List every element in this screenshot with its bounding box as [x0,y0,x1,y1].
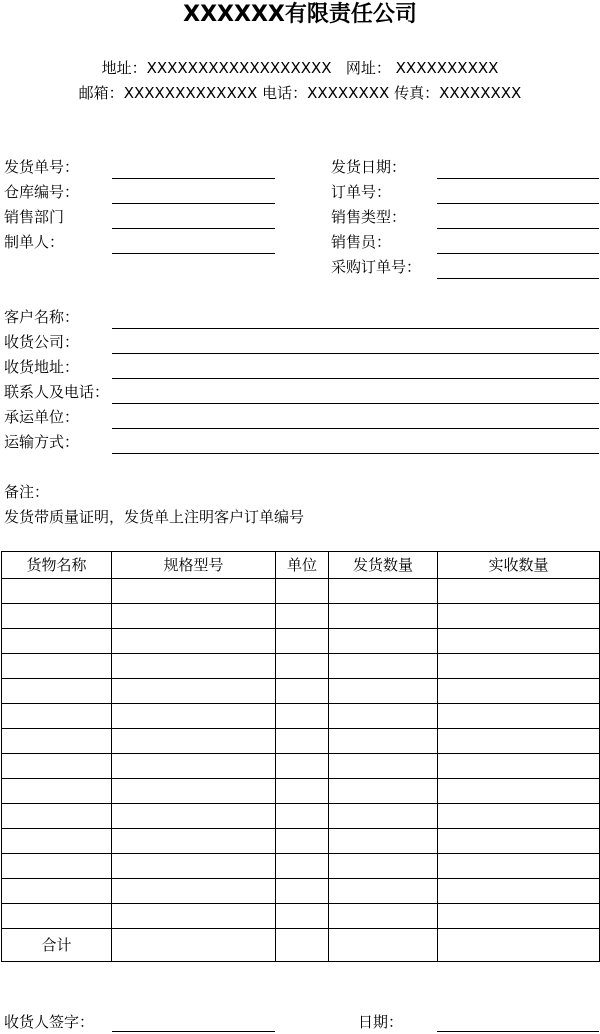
table-cell[interactable] [112,804,276,829]
sales-type-field[interactable] [437,228,599,229]
receiving-company-label: 收货公司： [4,333,80,351]
carrier-field[interactable] [112,428,599,429]
table-cell[interactable] [2,579,112,604]
table-cell[interactable] [2,879,112,904]
table-cell[interactable] [276,879,329,904]
ship-no-field[interactable] [112,178,275,179]
table-cell[interactable] [2,904,112,929]
ship-date-label: 发货日期： [331,158,407,176]
total-cell[interactable] [438,929,600,962]
table-cell[interactable] [438,629,600,654]
receiver-sign-label: 收货人签字： [4,1013,95,1031]
receiving-address-label: 收货地址： [4,358,80,376]
remarks-text: 发货带质量证明，发货单上注明客户订单编号 [4,508,305,526]
website-label: 网址： [345,59,391,77]
table-cell[interactable] [276,804,329,829]
goods-table [1,551,600,962]
table-cell[interactable] [329,729,438,754]
table-row [2,854,600,879]
table-row [2,604,600,629]
table-cell[interactable] [112,729,276,754]
table-cell[interactable] [112,904,276,929]
table-cell[interactable] [2,704,112,729]
preparer-label: 制单人： [4,233,65,251]
table-cell[interactable] [2,854,112,879]
table-cell[interactable] [438,879,600,904]
table-cell[interactable] [276,679,329,704]
table-row [2,879,600,904]
sales-dept-field[interactable] [112,228,275,229]
email-value: XXXXXXXXXXXXX [123,84,258,102]
table-cell[interactable] [2,804,112,829]
table-cell[interactable] [112,854,276,879]
table-cell[interactable] [112,679,276,704]
table-row [2,654,600,679]
salesperson-label: 销售员： [331,233,392,251]
ship-date-field[interactable] [437,178,599,179]
table-total-row [2,929,600,962]
table-row [2,729,600,754]
table-row [2,704,600,729]
purchase-order-no-label: 采购订单号： [331,258,422,276]
table-cell[interactable] [2,779,112,804]
transport-method-label: 运输方式： [4,433,80,451]
col-received-qty: 实收数量 [438,552,600,579]
col-spec-model: 规格型号 [112,552,276,579]
warehouse-no-field[interactable] [112,203,275,204]
table-cell[interactable] [329,654,438,679]
table-cell[interactable] [276,579,329,604]
date-label: 日期： [358,1013,404,1031]
company-title: XXXXXX有限责任公司 [183,2,417,27]
table-cell[interactable] [276,904,329,929]
date-field[interactable] [437,1031,599,1032]
table-cell[interactable] [438,779,600,804]
table-cell[interactable] [276,654,329,679]
table-row [2,629,600,654]
phone-label: 电话： [262,84,308,102]
receiving-company-field[interactable] [112,353,599,354]
table-cell[interactable] [438,829,600,854]
table-cell[interactable] [329,804,438,829]
total-label: 合计 [2,929,112,962]
table-cell[interactable] [438,579,600,604]
table-cell[interactable] [329,754,438,779]
table-row [2,829,600,854]
table-cell[interactable] [329,604,438,629]
table-cell[interactable] [329,879,438,904]
table-cell[interactable] [438,754,600,779]
table-cell[interactable] [438,729,600,754]
table-cell[interactable] [112,604,276,629]
order-no-label: 订单号： [331,183,392,201]
transport-method-field[interactable] [112,453,599,454]
contact-line-2 [0,83,600,103]
table-cell[interactable] [276,729,329,754]
table-cell[interactable] [112,879,276,904]
table-cell[interactable] [2,654,112,679]
table-cell[interactable] [329,904,438,929]
table-cell[interactable] [438,604,600,629]
table-cell[interactable] [329,679,438,704]
total-cell[interactable] [112,929,276,962]
table-cell[interactable] [438,704,600,729]
table-cell[interactable] [276,829,329,854]
address-label: 地址： [101,59,147,77]
table-cell[interactable] [112,829,276,854]
table-header-row [2,552,600,579]
table-cell[interactable] [2,629,112,654]
table-cell[interactable] [2,729,112,754]
col-goods-name: 货物名称 [2,552,112,579]
contact-line-1 [0,58,600,78]
table-cell[interactable] [112,754,276,779]
customer-name-field[interactable] [112,328,599,329]
warehouse-no-label: 仓库编号： [4,183,80,201]
remarks-label: 备注： [4,483,50,501]
table-cell[interactable] [112,779,276,804]
table-cell[interactable] [276,604,329,629]
sales-type-label: 销售类型： [331,208,407,226]
salesperson-field[interactable] [437,253,599,254]
table-row [2,754,600,779]
fax-label: 传真： [394,84,440,102]
table-cell[interactable] [329,629,438,654]
table-cell[interactable] [2,829,112,854]
table-cell[interactable] [438,679,600,704]
total-cell[interactable] [329,929,438,962]
table-cell[interactable] [112,654,276,679]
receiver-sign-field[interactable] [112,1031,275,1032]
receiving-address-field[interactable] [112,378,599,379]
table-row [2,804,600,829]
col-unit: 单位 [276,552,329,579]
table-cell[interactable] [329,854,438,879]
table-cell[interactable] [276,754,329,779]
fax-value: XXXXXXXX [439,84,522,102]
table-cell[interactable] [329,579,438,604]
table-cell[interactable] [276,629,329,654]
col-shipped-qty: 发货数量 [329,552,438,579]
table-cell[interactable] [276,779,329,804]
table-row [2,579,600,604]
table-cell[interactable] [438,904,600,929]
carrier-label: 承运单位： [4,408,80,426]
address-value: XXXXXXXXXXXXXXXXXX [146,59,332,77]
table-cell[interactable] [2,754,112,779]
table-cell[interactable] [112,579,276,604]
customer-name-label: 客户名称： [4,308,80,326]
order-no-field[interactable] [437,203,599,204]
total-cell[interactable] [276,929,329,962]
table-cell[interactable] [438,854,600,879]
sales-dept-label: 销售部门 [4,208,65,226]
table-cell[interactable] [329,829,438,854]
table-cell[interactable] [438,804,600,829]
table-cell[interactable] [276,704,329,729]
contact-phone-field[interactable] [112,403,599,404]
table-cell[interactable] [276,854,329,879]
table-cell[interactable] [2,604,112,629]
purchase-order-no-field[interactable] [437,278,599,279]
ship-no-label: 发货单号： [4,158,80,176]
table-cell[interactable] [438,654,600,679]
table-cell[interactable] [329,779,438,804]
table-row [2,904,600,929]
table-row [2,779,600,804]
table-cell[interactable] [329,704,438,729]
table-cell[interactable] [112,704,276,729]
email-label: 邮箱： [78,84,124,102]
table-row [2,679,600,704]
phone-value: XXXXXXXX [307,84,390,102]
contact-phone-label: 联系人及电话： [4,383,110,401]
website-value: XXXXXXXXXX [395,59,499,77]
table-cell[interactable] [2,679,112,704]
table-cell[interactable] [112,629,276,654]
preparer-field[interactable] [112,253,275,254]
